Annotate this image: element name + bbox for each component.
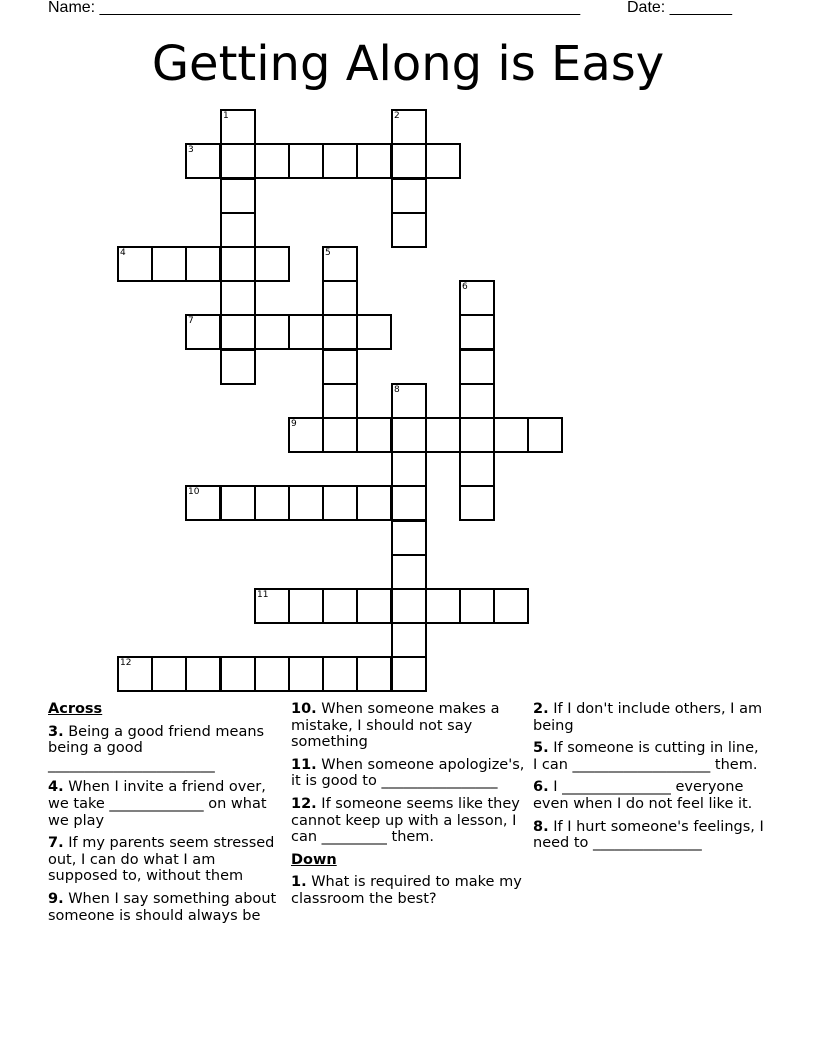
cell-number: 10 xyxy=(188,487,200,497)
crossword-cell[interactable] xyxy=(220,109,256,145)
clue-across-3: 3. Being a good friend means being a good _______________________ xyxy=(48,723,265,773)
crossword-cell[interactable] xyxy=(459,314,495,350)
crossword-cell[interactable] xyxy=(288,417,324,453)
crossword-cell[interactable] xyxy=(185,314,221,350)
crossword-cell[interactable] xyxy=(288,314,324,350)
down-heading: Down xyxy=(291,851,337,868)
crossword-cell[interactable] xyxy=(493,588,529,624)
crossword-cell[interactable] xyxy=(254,485,290,521)
crossword-cell[interactable] xyxy=(391,588,427,624)
name-field-label: Name: ______________________________________________________ xyxy=(48,0,581,16)
crossword-cell[interactable] xyxy=(356,588,392,624)
crossword-cell[interactable] xyxy=(391,212,427,248)
crossword-cell[interactable] xyxy=(322,280,358,316)
cell-number: 2 xyxy=(394,111,400,121)
crossword-cell[interactable] xyxy=(459,485,495,521)
crossword-cell[interactable] xyxy=(322,246,358,282)
crossword-cell[interactable] xyxy=(459,280,495,316)
crossword-cell[interactable] xyxy=(322,349,358,385)
cell-number: 3 xyxy=(188,145,194,155)
crossword-cell[interactable] xyxy=(391,451,427,487)
crossword-cell[interactable] xyxy=(459,349,495,385)
crossword-cell[interactable] xyxy=(254,314,290,350)
cell-number: 1 xyxy=(223,111,229,121)
cell-number: 11 xyxy=(257,590,269,600)
crossword-cell[interactable] xyxy=(459,451,495,487)
crossword-cell[interactable] xyxy=(151,246,187,282)
crossword-cell[interactable] xyxy=(391,485,427,521)
crossword-cell[interactable] xyxy=(185,485,221,521)
clue-down-6: 6. I _______________ everyone even when I do not feel like it. xyxy=(533,779,753,812)
crossword-cell[interactable] xyxy=(288,656,324,692)
cell-number: 5 xyxy=(325,248,331,258)
crossword-cell[interactable] xyxy=(391,178,427,214)
cell-number: 8 xyxy=(394,385,400,395)
clue-across-9: 9. When I say something about someone is should always be xyxy=(48,890,277,924)
crossword-cell[interactable] xyxy=(322,417,358,453)
crossword-cell[interactable] xyxy=(425,143,461,179)
clue-across-7: 7. If my parents seem stressed out, I can do what I am supposed to, without them xyxy=(48,835,275,885)
crossword-cell[interactable] xyxy=(322,485,358,521)
crossword-cell[interactable] xyxy=(288,485,324,521)
crossword-cell[interactable] xyxy=(220,656,256,692)
crossword-cell[interactable] xyxy=(322,314,358,350)
crossword-cell[interactable] xyxy=(356,656,392,692)
crossword-cell[interactable] xyxy=(220,349,256,385)
clue-down-8: 8. If I hurt someone's feelings, I need to _______________ xyxy=(533,818,764,852)
cell-number: 6 xyxy=(462,282,468,292)
crossword-cell[interactable] xyxy=(288,143,324,179)
crossword-cell[interactable] xyxy=(185,143,221,179)
puzzle-title: Getting Along is Easy xyxy=(151,36,665,92)
crossword-cell[interactable] xyxy=(185,656,221,692)
crossword-cell[interactable] xyxy=(322,656,358,692)
crossword-cell[interactable] xyxy=(322,383,358,419)
crossword-cell[interactable] xyxy=(220,212,256,248)
crossword-cell[interactable] xyxy=(254,143,290,179)
crossword-cell[interactable] xyxy=(356,417,392,453)
clues-column-1 xyxy=(48,701,278,930)
crossword-cell[interactable] xyxy=(151,656,187,692)
crossword-cell[interactable] xyxy=(288,588,324,624)
crossword-cell[interactable] xyxy=(220,314,256,350)
crossword-cell[interactable] xyxy=(391,656,427,692)
crossword-cell[interactable] xyxy=(356,314,392,350)
clue-down-1: 1. What is required to make my classroom the best? xyxy=(291,874,522,907)
clue-across-11: 11. When someone apologize's, it is good to ________________ xyxy=(291,756,525,790)
crossword-cell[interactable] xyxy=(527,417,563,453)
crossword-cell[interactable] xyxy=(322,588,358,624)
crossword-cell[interactable] xyxy=(356,143,392,179)
crossword-cell[interactable] xyxy=(391,520,427,556)
crossword-cell[interactable] xyxy=(493,417,529,453)
crossword-cell[interactable] xyxy=(459,417,495,453)
crossword-cell[interactable] xyxy=(220,246,256,282)
crossword-cell[interactable] xyxy=(185,246,221,282)
crossword-cell[interactable] xyxy=(391,554,427,590)
crossword-cell[interactable] xyxy=(356,485,392,521)
cell-number: 12 xyxy=(120,658,132,668)
clue-across-4: 4. When I invite a friend over, we take _____________ on what we play xyxy=(48,779,267,829)
crossword-cell[interactable] xyxy=(117,656,153,692)
crossword-cell[interactable] xyxy=(391,622,427,658)
crossword-cell[interactable] xyxy=(425,417,461,453)
cell-number: 9 xyxy=(291,419,297,429)
clue-down-5: 5. If someone is cutting in line, I can ___________________ them. xyxy=(533,740,759,773)
crossword-cell[interactable] xyxy=(254,656,290,692)
clues-column-2 xyxy=(291,701,529,914)
crossword-cell[interactable] xyxy=(391,383,427,419)
crossword-cell[interactable] xyxy=(220,143,256,179)
cell-number: 7 xyxy=(188,316,194,326)
crossword-cell[interactable] xyxy=(254,246,290,282)
crossword-cell[interactable] xyxy=(220,178,256,214)
crossword-cell[interactable] xyxy=(117,246,153,282)
clue-across-10: 10. When someone makes a mistake, I should not say something xyxy=(291,701,500,751)
crossword-cell[interactable] xyxy=(220,485,256,521)
clue-across-12: 12. If someone seems like they cannot keep up with a lesson, I can _________ them. xyxy=(291,795,520,846)
clues-column-3 xyxy=(533,701,765,858)
crossword-cell[interactable] xyxy=(254,588,290,624)
cell-number: 4 xyxy=(120,248,126,258)
crossword-cell[interactable] xyxy=(391,417,427,453)
across-heading: Across xyxy=(48,701,103,717)
crossword-cell[interactable] xyxy=(391,109,427,145)
crossword-cell[interactable] xyxy=(220,280,256,316)
crossword-cell[interactable] xyxy=(459,383,495,419)
crossword-cell[interactable] xyxy=(459,588,495,624)
clue-down-2: 2. If I don't include others, I am being xyxy=(533,701,763,734)
crossword-cell[interactable] xyxy=(391,143,427,179)
crossword-cell[interactable] xyxy=(322,143,358,179)
date-field-label: Date: _______ xyxy=(627,0,732,16)
crossword-cell[interactable] xyxy=(425,588,461,624)
